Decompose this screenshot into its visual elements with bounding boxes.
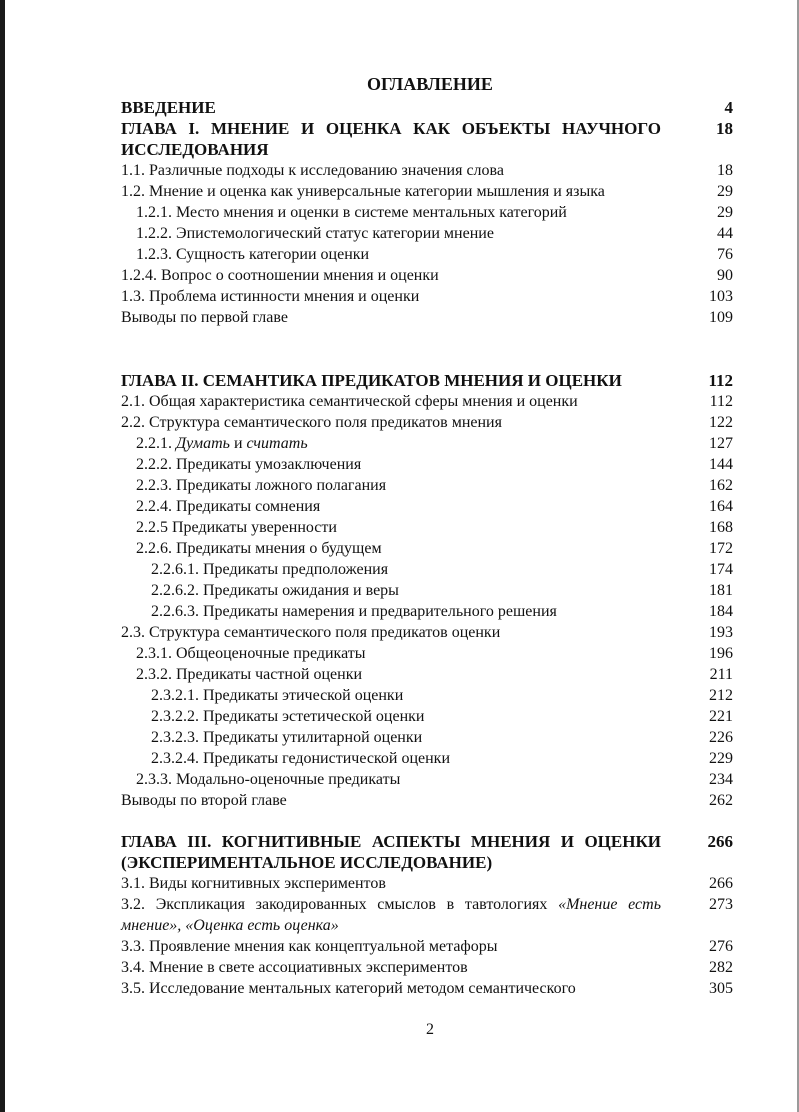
toc-entry	[121, 202, 733, 223]
toc-entry-page: 44	[717, 225, 733, 242]
toc-entry-title: 2.3.2.2. Предикаты эстетической оценки	[151, 708, 425, 725]
toc-entry-title: 2.2.6. Предикаты мнения о будущем	[136, 540, 382, 557]
toc-entry-title: 2.3.2.1. Предикаты этической оценки	[151, 687, 404, 704]
toc-entry-page: 29	[717, 183, 733, 200]
scan-left-edge	[0, 0, 5, 1112]
toc-entry-title: 1.2. Мнение и оценка как универсальные категории мышления и языка	[121, 183, 605, 200]
toc-entry-page: 174	[709, 561, 733, 578]
toc-entry	[121, 978, 733, 999]
toc-entry-page: 221	[709, 708, 733, 725]
toc-entry-page: 168	[709, 519, 733, 536]
toc-entry-page: 4	[724, 98, 733, 117]
toc-entry-title: 2.3.2.4. Предикаты гедонистической оценки	[151, 750, 451, 767]
toc-entry	[121, 265, 733, 286]
toc-entry-page: 164	[709, 498, 733, 515]
toc-entry-page: 112	[708, 371, 733, 390]
toc-entry	[121, 936, 733, 957]
toc-entry-title: 2.3.2.3. Предикаты утилитарной оценки	[151, 729, 423, 746]
page-number: 2	[426, 1021, 434, 1038]
toc-entry-page: 212	[709, 687, 733, 704]
toc-entry	[121, 559, 733, 580]
toc-entry-title: 2.2.6.2. Предикаты ожидания и веры	[151, 582, 399, 599]
toc-entry-title: 1.2.3. Сущность категории оценки	[136, 246, 370, 263]
toc-entry-page: 305	[709, 980, 733, 997]
toc-entry-page: 172	[709, 540, 733, 557]
toc-entry-prefix: 2.2.1.	[136, 435, 176, 452]
toc-entry-italic: Думать	[176, 435, 230, 452]
toc-entry	[121, 223, 733, 244]
toc-entry	[121, 475, 733, 496]
toc-entry-introduction	[121, 97, 733, 118]
toc-entry-page: 29	[717, 204, 733, 221]
toc-entry-conjunction: и	[229, 435, 247, 452]
toc-chapter-2-heading	[121, 370, 733, 391]
toc-title: ОГЛАВЛЕНИЕ	[367, 74, 493, 94]
toc-entry-title: 3.5. Исследование ментальных категорий методом семантического	[121, 980, 576, 997]
toc-entry	[121, 454, 733, 475]
toc-entry-title: 2.1. Общая характеристика семантической сферы мнения и оценки	[121, 393, 578, 410]
toc-entry-page: 234	[709, 771, 733, 788]
toc-entry	[121, 769, 733, 790]
toc-entry-title: 2.2. Структура семантического поля предикатов мнения	[121, 414, 502, 431]
toc-entry-page: 229	[709, 750, 733, 767]
toc-entry-title: 2.3.1. Общеоценочные предикаты	[136, 645, 366, 662]
toc-entry-page: 266	[709, 875, 733, 892]
toc-entry	[121, 517, 733, 538]
toc-entry-title: 2.3.2. Предикаты частной оценки	[136, 666, 363, 683]
toc-entry	[121, 433, 733, 454]
toc-entry-title: 3.4. Мнение в свете ассоциативных экспериментов	[121, 959, 468, 976]
toc-entry-title: 2.2.6.1. Предикаты предположения	[151, 561, 389, 578]
toc-chapter-3-heading	[121, 831, 733, 873]
toc-entry-page: 181	[709, 582, 733, 599]
toc-entry-page: 76	[717, 246, 733, 263]
toc-entry-page: 144	[709, 456, 733, 473]
toc-entry-page: 211	[709, 666, 733, 683]
toc-entry	[121, 307, 733, 328]
toc-entry-title: 2.2.2. Предикаты умозаключения	[136, 456, 362, 473]
toc-entry-title: 1.3. Проблема истинности мнения и оценки	[121, 288, 420, 305]
toc-entry-title: Выводы по первой главе	[121, 309, 288, 326]
toc-entry	[121, 412, 733, 433]
toc-entry	[121, 790, 733, 811]
toc-entry-page: 262	[709, 792, 733, 809]
toc-entry-page: 109	[709, 309, 733, 326]
toc-entry-page: 193	[709, 624, 733, 641]
toc-entry-title: 2.3. Структура семантического поля предикатов оценки	[121, 624, 501, 641]
toc-entry	[121, 748, 733, 769]
toc-entry-page: 18	[717, 162, 733, 179]
toc-entry-title: 3.1. Виды когнитивных экспериментов	[121, 875, 386, 892]
toc-entry-page: 266	[707, 832, 733, 851]
toc-entry-title: ГЛАВА II. СЕМАНТИКА ПРЕДИКАТОВ МНЕНИЯ И ОЦЕНКИ	[121, 371, 622, 390]
toc-entry-title: ВВЕДЕНИЕ	[121, 98, 216, 117]
toc-entry-title: 2.2.6.3. Предикаты намерения и предварительного решения	[151, 603, 557, 620]
toc-entry-page: 122	[709, 414, 733, 431]
toc-entry-title: ГЛАВА I. МНЕНИЕ И ОЦЕНКА КАК ОБЪЕКТЫ НАУЧНОГО ИССЛЕДОВАНИЯ	[121, 119, 661, 159]
toc-entry-page: 282	[709, 959, 733, 976]
toc-entry	[121, 160, 733, 181]
toc-entry	[121, 580, 733, 601]
toc-entry-title: 2.3.3. Модально-оценочные предикаты	[136, 771, 401, 788]
toc-entry-page: 112	[709, 393, 733, 410]
toc-entry-title: 2.2.4. Предикаты сомнения	[136, 498, 321, 515]
toc-entry-title: 1.2.2. Эпистемологический статус категории мнение	[136, 225, 494, 242]
toc-entry	[121, 873, 733, 894]
toc-entry-italic: «Мнение есть мнение», «Оценка есть оценка»	[121, 896, 661, 934]
toc-entry	[121, 664, 733, 685]
toc-entry	[121, 538, 733, 559]
toc-entry-title: 1.1. Различные подходы к исследованию значения слова	[121, 162, 504, 179]
toc-entry	[121, 286, 733, 307]
toc-entry-title: 1.2.1. Место мнения и оценки в системе ментальных категорий	[136, 204, 567, 221]
toc-entry	[121, 957, 733, 978]
toc-entry	[121, 706, 733, 727]
toc-entry-title	[121, 894, 671, 936]
section-spacer	[121, 328, 733, 370]
toc-entry	[121, 622, 733, 643]
toc-entry-page: 273	[709, 896, 733, 913]
toc-entry-title: 2.2.3. Предикаты ложного полагания	[136, 477, 387, 494]
toc-entry-page: 184	[709, 603, 733, 620]
toc-entry-page: 162	[709, 477, 733, 494]
toc-entry-title: 1.2.4. Вопрос о соотношении мнения и оценки	[121, 267, 439, 284]
toc-entry-title: 3.3. Проявление мнения как концептуальной метафоры	[121, 938, 498, 955]
toc-entry	[121, 244, 733, 265]
toc-entry-title: Выводы по второй главе	[121, 792, 287, 809]
toc-entry-italic: считать	[246, 435, 308, 452]
table-of-contents	[121, 97, 733, 999]
toc-entry	[121, 496, 733, 517]
toc-entry	[121, 391, 733, 412]
toc-entry	[121, 643, 733, 664]
toc-entry-prefix: 3.2. Экспликация закодированных смыслов в тавтологиях	[121, 896, 559, 913]
toc-entry-page: 276	[709, 938, 733, 955]
toc-entry	[121, 894, 733, 936]
toc-entry-page: 196	[709, 645, 733, 662]
toc-entry-page: 18	[716, 119, 733, 138]
toc-entry	[121, 685, 733, 706]
toc-entry	[121, 727, 733, 748]
section-spacer	[121, 811, 733, 831]
toc-entry-title	[121, 433, 671, 454]
toc-entry-page: 103	[709, 288, 733, 305]
toc-entry-page: 127	[709, 435, 733, 452]
toc-entry-title: 2.2.5 Предикаты уверенности	[136, 519, 337, 536]
toc-entry-page: 90	[717, 267, 733, 284]
toc-entry	[121, 181, 733, 202]
toc-chapter-1-heading	[121, 118, 733, 160]
toc-entry-page: 226	[709, 729, 733, 746]
toc-entry	[121, 601, 733, 622]
toc-entry-title: ГЛАВА III. КОГНИТИВНЫЕ АСПЕКТЫ МНЕНИЯ И ОЦЕНКИ (ЭКСПЕРИМЕНТАЛЬНОЕ ИССЛЕДОВАНИЕ)	[121, 832, 661, 872]
